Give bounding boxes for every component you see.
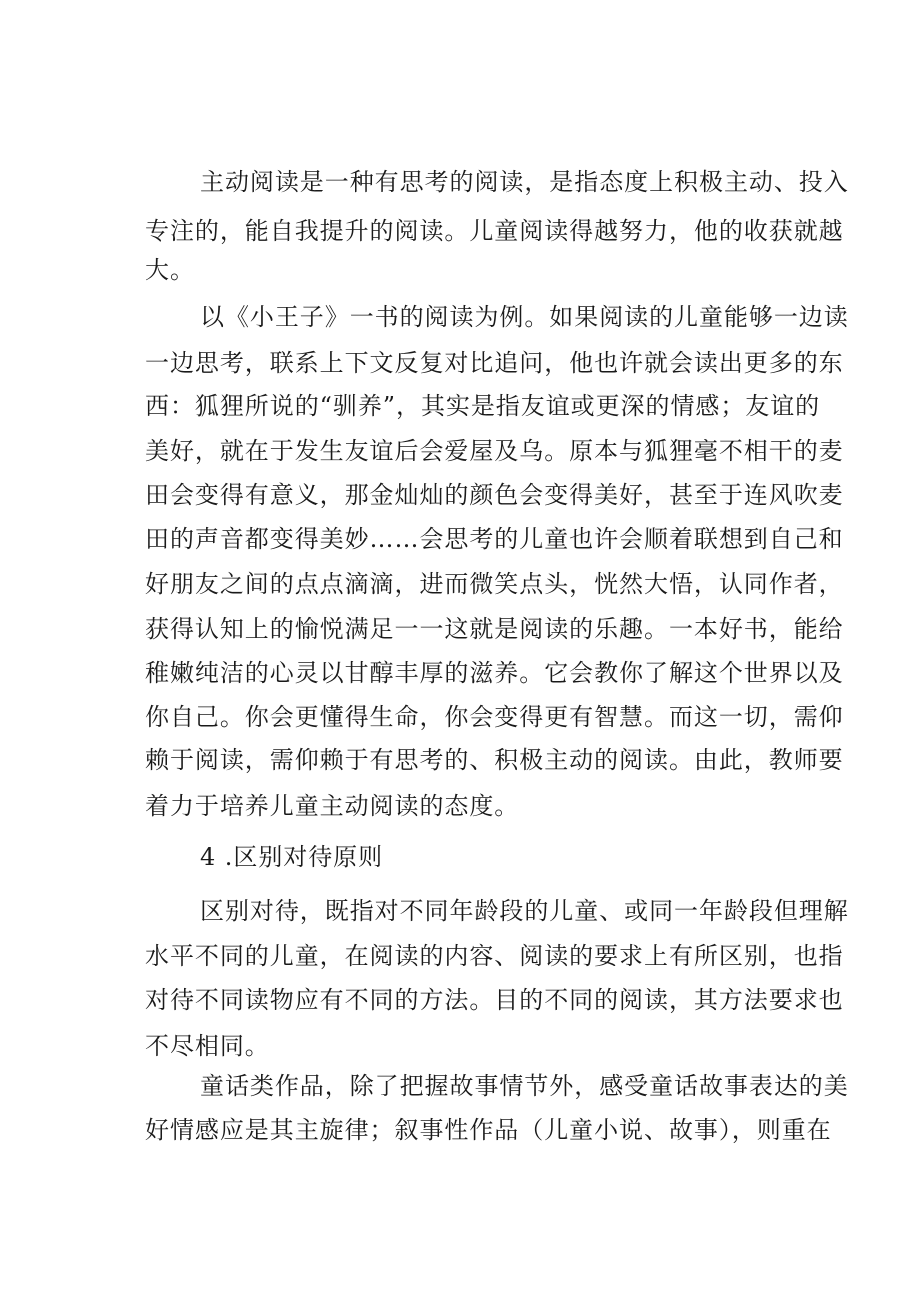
paragraph-2-line-4: 美好，就在于发生友谊后会爱屋及乌。原本与狐狸毫不相干的麦: [145, 437, 844, 465]
section-heading: 4 .区别对待原则: [200, 843, 384, 871]
paragraph-1-line-2: 专注的，能自我提升的阅读。儿童阅读得越努力，他的收获就越: [145, 217, 844, 245]
paragraph-3-line-4: 不尽相同。: [145, 1032, 270, 1060]
paragraph-2-line-6: 田的声音都变得美妙……会思考的儿童也许会顺着联想到自己和: [145, 525, 844, 553]
paragraph-1-line-1: 主动阅读是一种有思考的阅读，是指态度上积极主动、投入: [200, 168, 849, 196]
paragraph-4-line-2: 好情感应是其主旋律；叙事性作品（儿童小说、故事），则重在: [145, 1116, 832, 1144]
paragraph-2-line-5: 田会变得有意义，那金灿灿的颜色会变得美好，甚至于连风吹麦: [145, 481, 844, 509]
paragraph-2-line-10: 你自己。你会更懂得生命，你会变得更有智慧。而这一切，需仰: [145, 703, 844, 731]
paragraph-1-line-3: 大。: [145, 256, 195, 284]
paragraph-2-line-2: 一边思考，联系上下文反复对比追问，他也许就会读出更多的东: [145, 349, 844, 377]
paragraph-2-line-9: 稚嫩纯洁的心灵以甘醇丰厚的滋养。它会教你了解这个世界以及: [145, 659, 844, 687]
paragraph-3-line-3: 对待不同读物应有不同的方法。目的不同的阅读，其方法要求也: [145, 986, 844, 1014]
paragraph-4-line-1: 童话类作品，除了把握故事情节外，感受童话故事表达的美: [200, 1072, 849, 1100]
paragraph-2-line-7: 好朋友之间的点点滴滴，进而微笑点头，恍然大悟，认同作者，: [145, 570, 844, 598]
paragraph-2-line-11: 赖于阅读，需仰赖于有思考的、积极主动的阅读。由此，教师要: [145, 746, 844, 774]
paragraph-2-line-3: 西：狐狸所说的“驯养”，其实是指友谊或更深的情感；友谊的: [145, 392, 821, 420]
paragraph-2-line-1: 以《小王子》一书的阅读为例。如果阅读的儿童能够一边读: [200, 303, 849, 331]
paragraph-2-line-12: 着力于培养儿童主动阅读的态度。: [145, 792, 520, 820]
paragraph-2-line-8: 获得认知上的愉悦满足一一这就是阅读的乐趣。一本好书，能给: [145, 615, 844, 643]
paragraph-3-line-1: 区别对待，既指对不同年龄段的儿童、或同一年龄段但理解: [200, 897, 849, 925]
paragraph-3-line-2: 水平不同的儿童，在阅读的内容、阅读的要求上有所区别，也指: [145, 942, 844, 970]
